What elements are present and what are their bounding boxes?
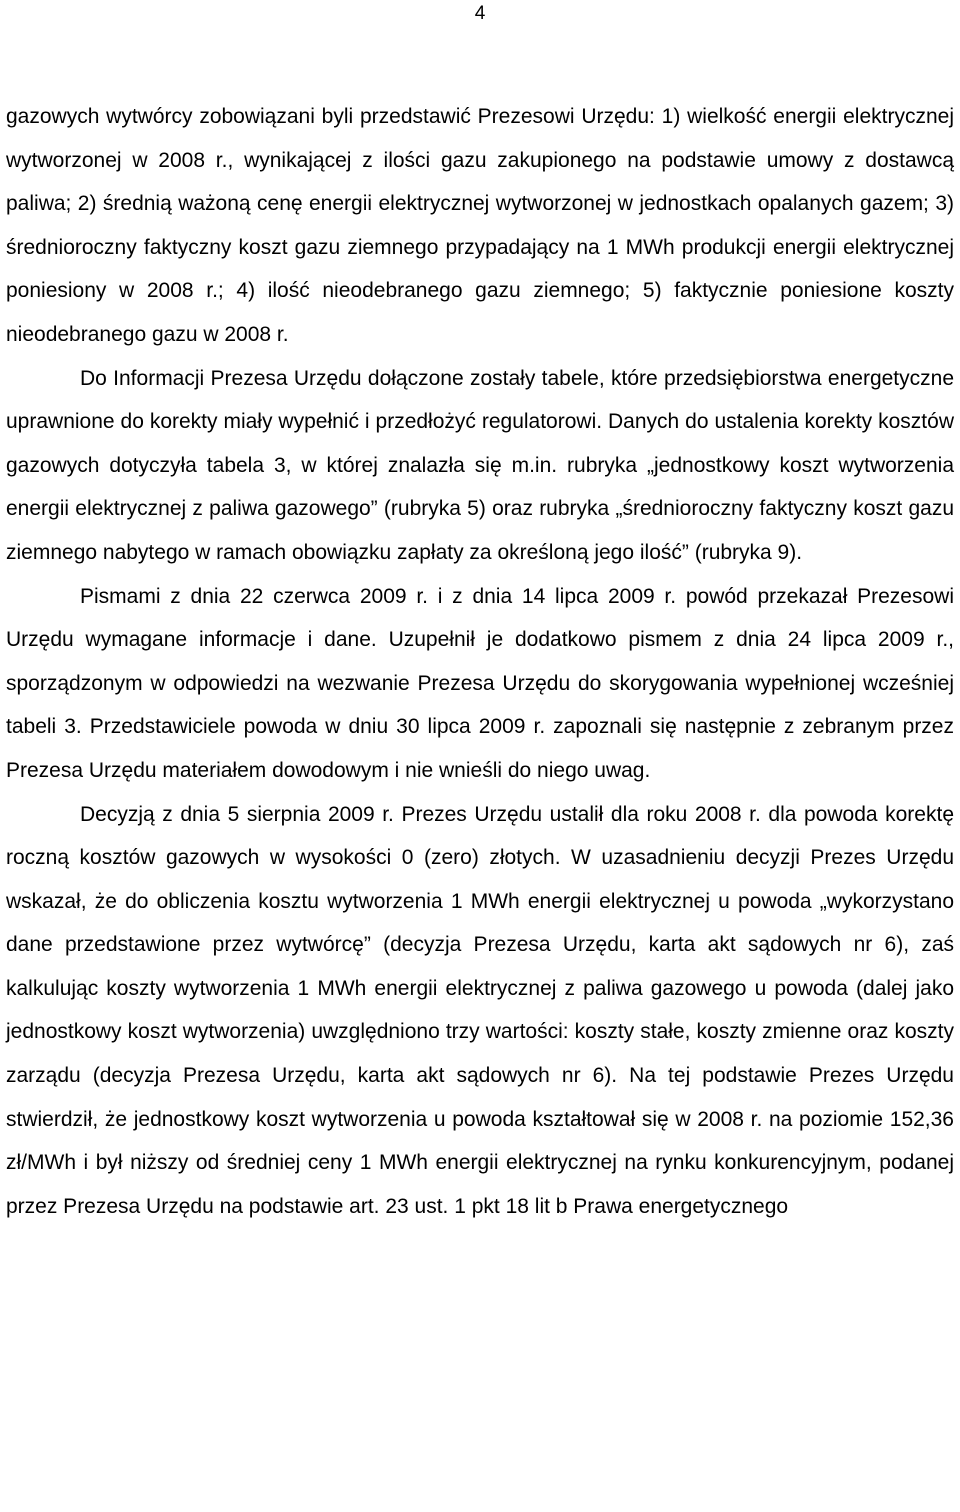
- paragraph-1: gazowych wytwórcy zobowiązani byli przedstawić Prezesowi Urzędu: 1) wielkość energii elektrycznej wytworzonej w 2008 r., wynikającej z ilości gazu zakupionego na podstawie umowy z dostawcą paliwa; 2) średnią ważoną cenę energii elektrycznej wytworzonej w jednostkach opalanych gazem; 3) średnioroczny faktyczny koszt gazu ziemnego przypadający na 1 MWh produkcji energii elektrycznej poniesiony w 2008 r.; 4) ilość nieodebranego gazu ziemnego; 5) faktycznie poniesione koszty nieodebranego gazu w 2008 r.: [6, 105, 954, 346]
- paragraph-2: Do Informacji Prezesa Urzędu dołączone zostały tabele, które przedsiębiorstwa energetyczne uprawnione do korekty miały wypełnić i przedłożyć regulatorowi. Danych do ustalenia korekty kosztów gazowych dotyczyła tabela 3, w której znalazła się m.in. rubryka „jednostkowy koszt wytworzenia energii elektrycznej z paliwa gazowego” (rubryka 5) oraz rubryka „średnioroczny faktyczny koszt gazu ziemnego nabytego w ramach obowiązku zapłaty za określoną jego ilość” (rubryka 9).: [6, 366, 954, 564]
- page-number: 4: [474, 3, 486, 24]
- paragraph-3: Pismami z dnia 22 czerwca 2009 r. i z dnia 14 lipca 2009 r. powód przekazał Prezesowi Urzędu wymagane informacje i dane. Uzupełnił je dodatkowo pismem z dnia 24 lipca 2009 r., sporządzonym w odpowiedzi na wezwanie Prezesa Urzędu do skorygowania wypełnionej wcześniej tabeli 3. Przedstawiciele powoda w dniu 30 lipca 2009 r. zapoznali się następnie z zebranym przez Prezesa Urzędu materiałem dowodowym i nie wnieśli do niego uwag.: [6, 584, 954, 782]
- document-body: [6, 95, 954, 1228]
- paragraph-4: Decyzją z dnia 5 sierpnia 2009 r. Prezes Urzędu ustalił dla roku 2008 r. dla powoda korektę roczną kosztów gazowych w wysokości 0 (zero) złotych. W uzasadnieniu decyzji Prezes Urzędu wskazał, że do obliczenia kosztu wytworzenia 1 MWh energii elektrycznej u powoda „wykorzystano dane przedstawione przez wytwórcę” (decyzja Prezesa Urzędu, karta akt sądowych nr 6), zaś kalkulując koszty wytworzenia 1 MWh energii elektrycznej z paliwa gazowego u powoda (dalej jako jednostkowy koszt wytworzenia) uwzględniono trzy wartości: koszty stałe, koszty zmienne oraz koszty zarządu (decyzja Prezesa Urzędu, karta akt sądowych nr 6). Na tej podstawie Prezes Urzędu stwierdził, że jednostkowy koszt wytworzenia u powoda kształtował się w 2008 r. na poziomie 152,36 zł/MWh i był niższy od średniej ceny 1 MWh energii elektrycznej na rynku konkurencyjnym, podanej przez Prezesa Urzędu na podstawie art. 23 ust. 1 pkt 18 lit b Prawa energetycznego: [6, 802, 954, 1218]
